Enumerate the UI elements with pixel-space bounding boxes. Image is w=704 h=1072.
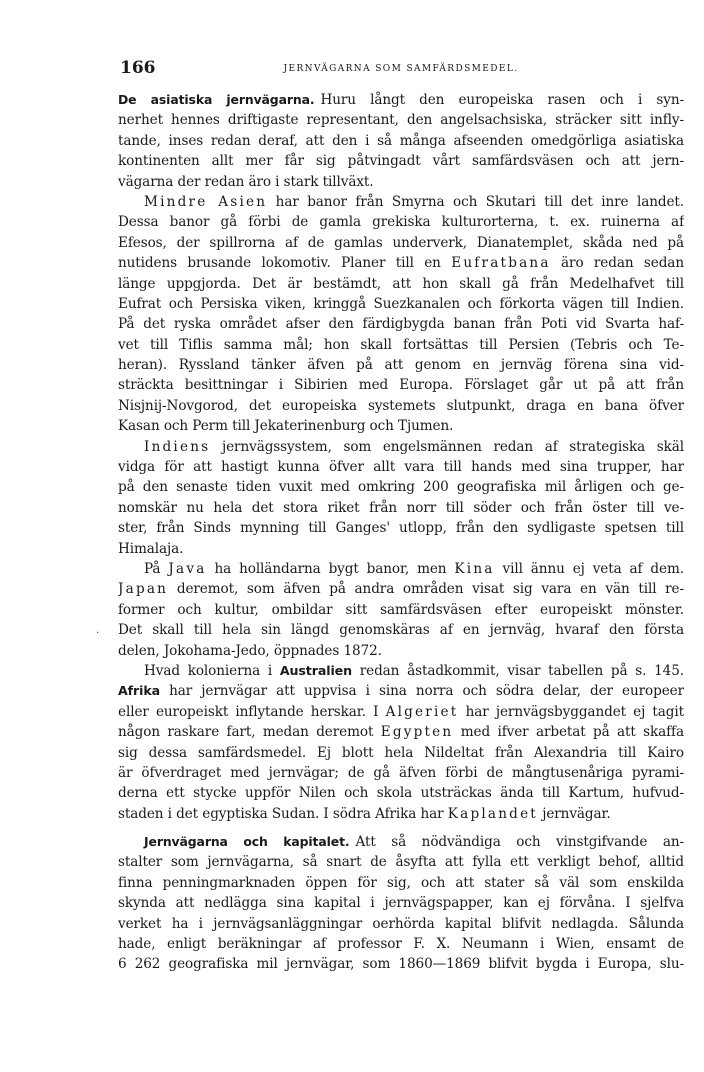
- emphasis-term: Japan: [118, 581, 169, 598]
- text-line: nomskär nu hela det stora riket från norr till söder och från öster till ve-: [118, 499, 684, 516]
- text-line: eller europeiskt inflytande herskar. I Algeriet har jernvägsbyggandet ej tagit: [118, 703, 684, 720]
- body-text: [118, 90, 684, 975]
- text-line: nerhet hennes driftigaste representant, den angelsachsiska, sträcker sitt infly-: [118, 112, 684, 129]
- emphasis-term: Egypten: [380, 724, 454, 741]
- text-line: delen, Jokohama-Jedo, öppnades 1872.: [118, 642, 382, 659]
- text-line: De asiatiska jernvägarna. Huru långt den europeiska rasen och i syn-: [118, 92, 684, 108]
- text-line: staden i det egyptiska Sudan. I södra Afrika har Kaplandet jernvägar.: [118, 805, 611, 822]
- text-line: 6 262 geografiska mil jernvägar, som 1860—1869 blifvit bygda i Europa, slu-: [118, 956, 684, 973]
- text-line: Kasan och Perm till Jekaterinenburg och Tjumen.: [118, 418, 454, 435]
- text-line: Afrika har jernvägar att uppvisa i sina norra och södra delar, der europeer: [118, 683, 684, 700]
- text-line: Det skall till hela sin längd genomskäras af en jernväg, hvaraf den första: [118, 622, 684, 639]
- text-line: stalter som jernvägarna, så snart de åsyfta att fylla ett verkligt behof, alltid: [118, 854, 684, 871]
- text-line: vet till Tiflis samma mål; hon skall fortsättas till Persien (Tebris och Te-: [118, 336, 684, 353]
- text-line: former och kultur, ombildar sitt samfärdsväsen efter europeiskt mönster.: [118, 601, 684, 618]
- emphasis-term: Eufratbana: [451, 255, 551, 272]
- text-line: finna penningmarknaden öppen för sig, och att stater så väl som enskilda: [118, 874, 684, 891]
- emphasis-term: Algeriet: [385, 703, 459, 720]
- text-line: heran). Ryssland tänker äfven på att genom en jernväg förena sina vid-: [118, 357, 684, 374]
- margin-mark: ·: [96, 628, 100, 639]
- text-line: tande, inses redan deraf, att den i så många afseenden omedgörliga asiatiska: [118, 132, 684, 149]
- text-line: På det ryska området afser den färdigbygda banan från Poti vid Svarta haf-: [118, 316, 684, 333]
- emphasis-term: Mindre Asien: [144, 193, 268, 210]
- text-line: derna ett stycke uppför Nilen och skola utsträckas ända till Kartum, hufvud-: [118, 785, 684, 802]
- text-line: kontinenten allt mer får sig påtvingadt vårt samfärdsväsen och att jern-: [118, 153, 684, 170]
- page-number: 166: [120, 58, 156, 78]
- text-line: Mindre Asien har banor från Smyrna och Skutari till det inre landet.: [144, 193, 684, 210]
- emphasis-term: Kaplandet: [447, 805, 538, 822]
- text-line: sträckta besittningar i Sibirien med Europa. Förslaget går ut på att från: [118, 377, 684, 394]
- bold-term: Australien: [279, 662, 352, 678]
- text-line: ster, från Sinds mynning till Ganges' utlopp, från den sydligaste spetsen till: [118, 520, 684, 537]
- emphasis-term: Java: [168, 560, 207, 577]
- text-line: Nisjnij-Novgorod, det europeiska systemets slutpunkt, draga en bana öfver: [118, 397, 684, 414]
- section-heading-asian-railways: De asiatiska jernvägarna.: [118, 92, 315, 107]
- text-line: Jernvägarna och kapitalet. Att så nödvändiga och vinstgifvande an-: [144, 834, 684, 851]
- section-gap: [118, 824, 684, 832]
- text-line: nutidens brusande lokomotiv. Planer till en Eufratbana äro redan sedan: [118, 255, 684, 272]
- text-line: vidga för att hastigt kunna öfver allt vara till hands med sina trupper, har: [118, 459, 684, 476]
- page-header: [118, 58, 684, 82]
- emphasis-term: Kina: [454, 560, 495, 577]
- text-line: Efesos, der spillrorna af de gamlas underverk, Dianatemplet, skåda ned på: [118, 234, 684, 251]
- text-line: Hvad kolonierna i Australien redan åstadkommit, visar tabellen på s. 145.: [144, 662, 684, 679]
- text-line: sig dessa samfärdsmedel. Ej blott hela Nildeltat från Alexandria till Kairo: [118, 744, 684, 761]
- section-heading-railways-capital: Jernvägarna och kapitalet.: [144, 834, 350, 850]
- text-line: på den senaste tiden vuxit med omkring 200 geografiska mil årligen och ge-: [118, 479, 684, 496]
- text-line: vägarna der redan äro i stark tillväxt.: [118, 173, 374, 190]
- text-line: någon raskare fart, medan deremot Egypten med ifver arbetat på att skaffa: [118, 724, 684, 741]
- text-line: Himalaja.: [118, 540, 184, 557]
- text-line: På Java ha holländarna bygt banor, men Kina vill ännu ej veta af dem.: [144, 560, 684, 577]
- text-line: är öfverdraget med jernvägar; de gå äfven förbi de mångtusenåriga pyrami-: [118, 764, 684, 781]
- text-line: hade, enligt beräkningar af professor F. X. Neumann i Wien, ensamt de: [118, 936, 684, 953]
- text-line: verket ha i jernvägsanläggningar oerhörda kapital blifvit nedlagda. Sålunda: [118, 915, 684, 932]
- running-head: JERNVÄGARNA SOM SAMFÄRDSMEDEL.: [283, 64, 519, 74]
- text-line: länge uppgjorda. Det är bestämdt, att hon skall gå från Medelhafvet till: [118, 275, 684, 292]
- text-line: Japan deremot, som äfven på andra områden visat sig vara en vän till re-: [118, 581, 684, 598]
- emphasis-term: Indiens: [144, 438, 211, 455]
- text-line: Indiens jernvägssystem, som engelsmännen redan af strategiska skäl: [144, 438, 684, 455]
- text-line: skynda att nedlägga sina kapital i jernvägspapper, kan ej förvåna. I sjelfva: [118, 895, 684, 912]
- text-line: Eufrat och Persiska viken, kringgå Suezkanalen och förkorta vägen till Indien.: [118, 295, 684, 312]
- bold-term: Afrika: [118, 683, 161, 699]
- text-line: Dessa banor gå förbi de gamla grekiska kulturorterna, t. ex. ruinerna af: [118, 214, 684, 231]
